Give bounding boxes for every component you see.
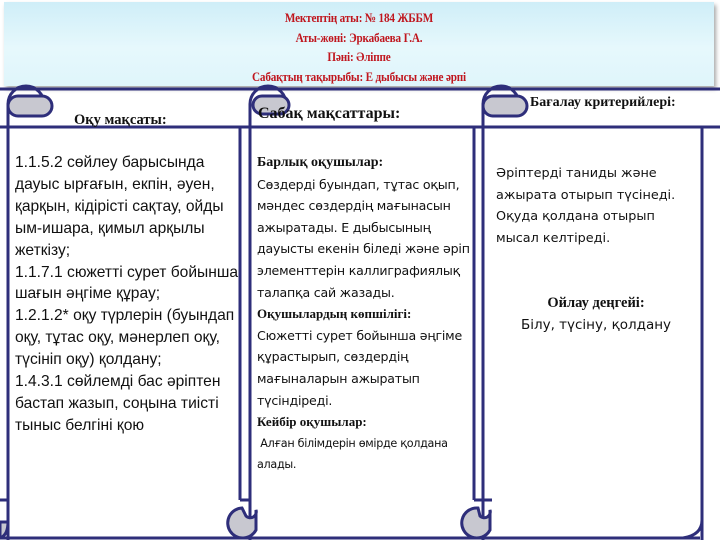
group-text-some: Алған білімдерін өмірде қолдана алады. bbox=[257, 436, 451, 472]
group-text-most: Сюжетті сурет бойынша әңгіме құрастырып, сөздердің мағыналарын ажыратып түсіндіреді. bbox=[257, 327, 463, 408]
curl-top-3 bbox=[483, 96, 527, 116]
learning-objectives-title: Оқу мақсаты: bbox=[74, 112, 167, 128]
lesson-objectives-title: Сабақ мақсаттары: bbox=[258, 105, 401, 122]
objective-item: 1.2.1.2* оқу түрлерін (буындап оқу, тұтас оқу, мәнерлеп оқу, түсініп оқу) қолдану; bbox=[15, 307, 235, 369]
assessment-criteria-text: Әріптерді таниды және ажырата отырып түсінеді. Оқуда қолдана отырып мысал келтіреді. bbox=[496, 166, 676, 247]
thinking-level-value: Білу, түсіну, қолдану bbox=[520, 316, 672, 333]
curl-top-1 bbox=[8, 96, 52, 116]
curl-bottom-2 bbox=[462, 508, 491, 538]
curl-bottom-1 bbox=[228, 508, 257, 538]
subject-name: Пәні: Әліппе bbox=[327, 49, 391, 64]
lesson-objectives-body bbox=[257, 152, 472, 476]
teacher-name: Аты-жөні: Эркабаева Г.А. bbox=[295, 29, 423, 45]
assessment-criteria-title: Бағалау критерийлері: bbox=[530, 95, 676, 110]
learning-objectives-list bbox=[15, 152, 240, 437]
thinking-level bbox=[496, 293, 696, 336]
objective-item: 1.1.7.1 сюжетті сурет бойынша шағын әңгіме құрау; bbox=[15, 263, 239, 303]
thinking-level-label: Ойлау деңгейі: bbox=[547, 295, 645, 311]
lesson-topic: Сабақтың тақырыбы: Е дыбысы және әрпі bbox=[251, 68, 466, 84]
objective-item: 1.1.5.2 сөйлеу барысында дауыс ырғағын, екпін, әуен, қарқын, кідірісті сақтау, ойды ым-ишара, қимыл арқылы жеткізу; bbox=[15, 154, 224, 259]
objective-item: 1.4.3.1 сөйлемді бас әріптен бастап жазып, соңына тиісті тыныс белгіні қою bbox=[15, 373, 221, 434]
group-heading-all: Барлық оқушылар: bbox=[257, 155, 384, 170]
group-heading-most: Оқушылардың көпшілігі: bbox=[257, 306, 412, 322]
group-text-all: Сөздерді буындап, тұтас оқып, мәндес сөздердің мағынасын ажыратады. Е дыбысының дауысты екенін біледі және әріп элементтерін каллиграфиялық талапқа сай жазады. bbox=[257, 176, 470, 300]
school-name: Мектептің аты: № 184 ЖББМ bbox=[284, 10, 434, 25]
group-heading-some: Кейбір оқушылар: bbox=[257, 414, 367, 430]
